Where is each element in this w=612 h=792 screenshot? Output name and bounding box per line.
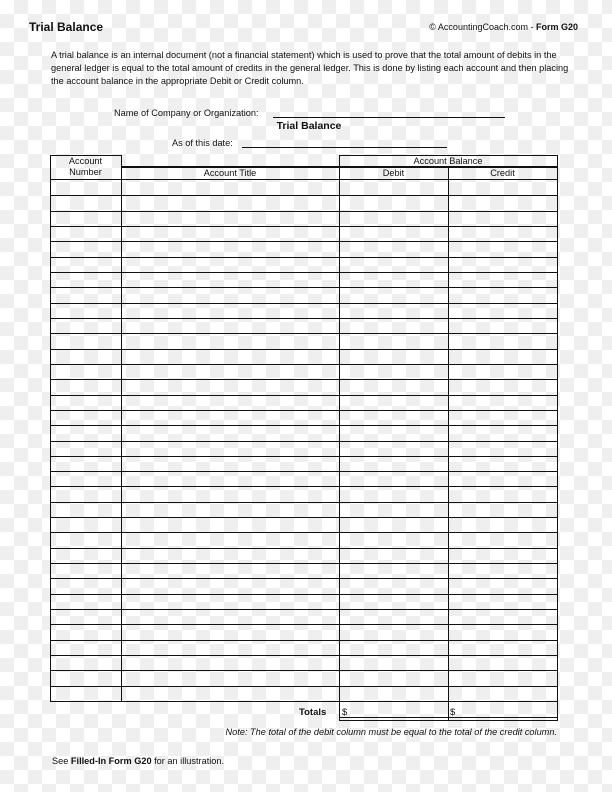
account-title-cell[interactable] [122, 549, 339, 563]
debit-cell[interactable] [340, 564, 448, 578]
account-title-cell[interactable] [122, 457, 339, 471]
credit-cell[interactable] [449, 365, 557, 379]
debit-cell[interactable] [340, 334, 448, 348]
credit-cell[interactable] [449, 518, 557, 532]
debit-cell[interactable] [340, 181, 448, 195]
account-number-cell[interactable] [51, 518, 121, 532]
account-title-cell[interactable] [122, 579, 339, 593]
account-number-cell[interactable] [51, 227, 121, 241]
debit-cell[interactable] [340, 625, 448, 639]
credit-cell[interactable] [449, 533, 557, 547]
debit-cell[interactable] [340, 411, 448, 425]
account-number-cell[interactable] [51, 273, 121, 287]
intro-paragraph: A trial balance is an internal document (not a financial statement) which is used to prove that the total amount of debits in the general ledger is equal to the total amount of credits in the general ledger. This is done by listing each account and then placing the account balance in the appropriate Debit or Credit column. [51, 50, 569, 86]
debit-cell[interactable] [340, 457, 448, 471]
credit-cell[interactable] [449, 334, 557, 348]
account-title-cell[interactable] [122, 671, 339, 685]
credit-cell[interactable] [449, 181, 557, 195]
account-number-cell[interactable] [51, 472, 121, 486]
account-title-cell[interactable] [122, 687, 339, 701]
credit-cell[interactable] [449, 625, 557, 639]
credit-cell[interactable] [449, 288, 557, 302]
account-number-cell[interactable] [51, 579, 121, 593]
col-header-account-number-line2: Number [69, 167, 102, 177]
date-label: As of this date: [172, 138, 233, 148]
account-title-cell[interactable] [122, 641, 339, 655]
account-title-cell[interactable] [122, 365, 339, 379]
account-number-cell[interactable] [51, 304, 121, 318]
account-number-cell[interactable] [51, 549, 121, 563]
totals-note: Note: The total of the debit column must be equal to the total of the credit column. [225, 727, 557, 737]
credit-cell[interactable] [449, 595, 557, 609]
credit-cell[interactable] [449, 242, 557, 256]
credit-cell[interactable] [449, 380, 557, 394]
account-number-cell[interactable] [51, 625, 121, 639]
page-title: Trial Balance [29, 20, 104, 34]
credit-cell[interactable] [449, 503, 557, 517]
col-header-debit: Debit [382, 168, 405, 178]
credit-cell[interactable] [449, 442, 557, 456]
debit-cell[interactable] [340, 671, 448, 685]
account-number-cell[interactable] [51, 396, 121, 410]
credit-cell[interactable] [449, 610, 557, 624]
account-title-cell[interactable] [122, 304, 339, 318]
account-title-cell[interactable] [122, 411, 339, 425]
account-number-cell[interactable] [51, 671, 121, 685]
debit-cell[interactable] [340, 227, 448, 241]
account-title-cell[interactable] [122, 334, 339, 348]
debit-cell[interactable] [340, 196, 448, 210]
credit-total-field[interactable] [458, 703, 555, 717]
account-title-cell[interactable] [122, 350, 339, 364]
col-header-account-number [50, 156, 121, 178]
credit-cell[interactable] [449, 487, 557, 501]
account-title-cell[interactable] [122, 533, 339, 547]
footer-suffix: for an illustration. [151, 756, 225, 766]
debit-cell[interactable] [340, 288, 448, 302]
debit-cell[interactable] [340, 242, 448, 256]
account-title-cell[interactable] [122, 181, 339, 195]
account-number-cell[interactable] [51, 181, 121, 195]
form-id: Form G20 [535, 22, 578, 32]
credit-cell[interactable] [449, 212, 557, 226]
account-title-cell[interactable] [122, 396, 339, 410]
account-number-cell[interactable] [51, 411, 121, 425]
debit-cell[interactable] [340, 595, 448, 609]
credit-cell[interactable] [449, 227, 557, 241]
debit-total-field[interactable] [350, 703, 446, 717]
credit-cell[interactable] [449, 304, 557, 318]
report-title: Trial Balance [276, 120, 342, 132]
account-number-cell[interactable] [51, 426, 121, 440]
credit-cell[interactable] [449, 641, 557, 655]
account-title-cell[interactable] [122, 196, 339, 210]
credit-cell[interactable] [449, 258, 557, 272]
account-number-cell[interactable] [51, 457, 121, 471]
credit-cell[interactable] [449, 396, 557, 410]
copyright-text: © AccountingCoach.com - [429, 22, 536, 32]
account-title-cell[interactable] [122, 242, 339, 256]
account-title-cell[interactable] [122, 212, 339, 226]
debit-cell[interactable] [340, 350, 448, 364]
debit-cell[interactable] [340, 487, 448, 501]
debit-cell[interactable] [340, 641, 448, 655]
credit-total-currency: $ [450, 707, 456, 718]
debit-cell[interactable] [340, 442, 448, 456]
account-number-cell[interactable] [51, 564, 121, 578]
account-title-cell[interactable] [122, 472, 339, 486]
credit-cell[interactable] [449, 687, 557, 701]
account-title-cell[interactable] [122, 503, 339, 517]
account-number-cell[interactable] [51, 365, 121, 379]
account-number-cell[interactable] [51, 380, 121, 394]
company-name-label: Name of Company or Organization: [114, 108, 259, 118]
credit-cell[interactable] [449, 472, 557, 486]
account-title-cell[interactable] [122, 518, 339, 532]
account-number-cell[interactable] [51, 350, 121, 364]
debit-cell[interactable] [340, 503, 448, 517]
credit-cell[interactable] [449, 411, 557, 425]
account-title-cell[interactable] [122, 426, 339, 440]
account-number-cell[interactable] [51, 258, 121, 272]
col-header-credit: Credit [490, 168, 515, 178]
debit-cell[interactable] [340, 380, 448, 394]
col-header-account-balance: Account Balance [413, 156, 483, 166]
debit-cell[interactable] [340, 579, 448, 593]
account-title-cell[interactable] [122, 610, 339, 624]
debit-cell[interactable] [340, 687, 448, 701]
totals-label: Totals [299, 707, 327, 718]
debit-cell[interactable] [340, 533, 448, 547]
account-title-cell[interactable] [122, 625, 339, 639]
debit-cell[interactable] [340, 319, 448, 333]
account-number-cell[interactable] [51, 242, 121, 256]
credit-cell[interactable] [449, 656, 557, 670]
account-number-cell[interactable] [51, 656, 121, 670]
debit-cell[interactable] [340, 304, 448, 318]
debit-total-currency: $ [342, 707, 348, 718]
credit-cell[interactable] [449, 350, 557, 364]
account-number-cell[interactable] [51, 442, 121, 456]
credit-cell[interactable] [449, 196, 557, 210]
account-title-cell[interactable] [122, 595, 339, 609]
account-number-cell[interactable] [51, 687, 121, 701]
account-number-cell[interactable] [51, 288, 121, 302]
account-title-cell[interactable] [122, 319, 339, 333]
debit-cell[interactable] [340, 258, 448, 272]
credit-cell[interactable] [449, 319, 557, 333]
footer-reference [52, 756, 224, 766]
col-header-account-number-line1: Account [68, 156, 103, 166]
account-title-cell[interactable] [122, 442, 339, 456]
account-number-cell[interactable] [51, 533, 121, 547]
credit-cell[interactable] [449, 549, 557, 563]
filled-in-form-link[interactable]: Filled-In Form G20 [70, 756, 152, 766]
credit-cell[interactable] [449, 564, 557, 578]
debit-cell[interactable] [340, 273, 448, 287]
account-title-cell[interactable] [122, 288, 339, 302]
account-number-cell[interactable] [51, 610, 121, 624]
footer-prefix: See [52, 756, 71, 766]
account-title-cell[interactable] [122, 656, 339, 670]
account-title-cell[interactable] [122, 487, 339, 501]
debit-cell[interactable] [340, 396, 448, 410]
account-number-cell[interactable] [51, 212, 121, 226]
account-number-cell[interactable] [51, 595, 121, 609]
debit-cell[interactable] [340, 472, 448, 486]
credit-cell[interactable] [449, 671, 557, 685]
account-title-cell[interactable] [122, 273, 339, 287]
account-number-cell[interactable] [51, 334, 121, 348]
debit-cell[interactable] [340, 610, 448, 624]
credit-cell[interactable] [449, 457, 557, 471]
credit-cell[interactable] [449, 579, 557, 593]
account-number-cell[interactable] [51, 641, 121, 655]
credit-cell[interactable] [449, 273, 557, 287]
debit-cell[interactable] [340, 426, 448, 440]
account-title-cell[interactable] [122, 380, 339, 394]
account-title-cell[interactable] [122, 564, 339, 578]
account-number-cell[interactable] [51, 487, 121, 501]
account-number-cell[interactable] [51, 196, 121, 210]
debit-cell[interactable] [340, 656, 448, 670]
debit-cell[interactable] [340, 365, 448, 379]
credit-cell[interactable] [449, 426, 557, 440]
account-number-cell[interactable] [51, 319, 121, 333]
debit-cell[interactable] [340, 518, 448, 532]
col-header-account-title: Account Title [203, 168, 257, 178]
account-title-cell[interactable] [122, 258, 339, 272]
account-title-cell[interactable] [122, 227, 339, 241]
debit-cell[interactable] [340, 549, 448, 563]
account-number-cell[interactable] [51, 503, 121, 517]
debit-cell[interactable] [340, 212, 448, 226]
